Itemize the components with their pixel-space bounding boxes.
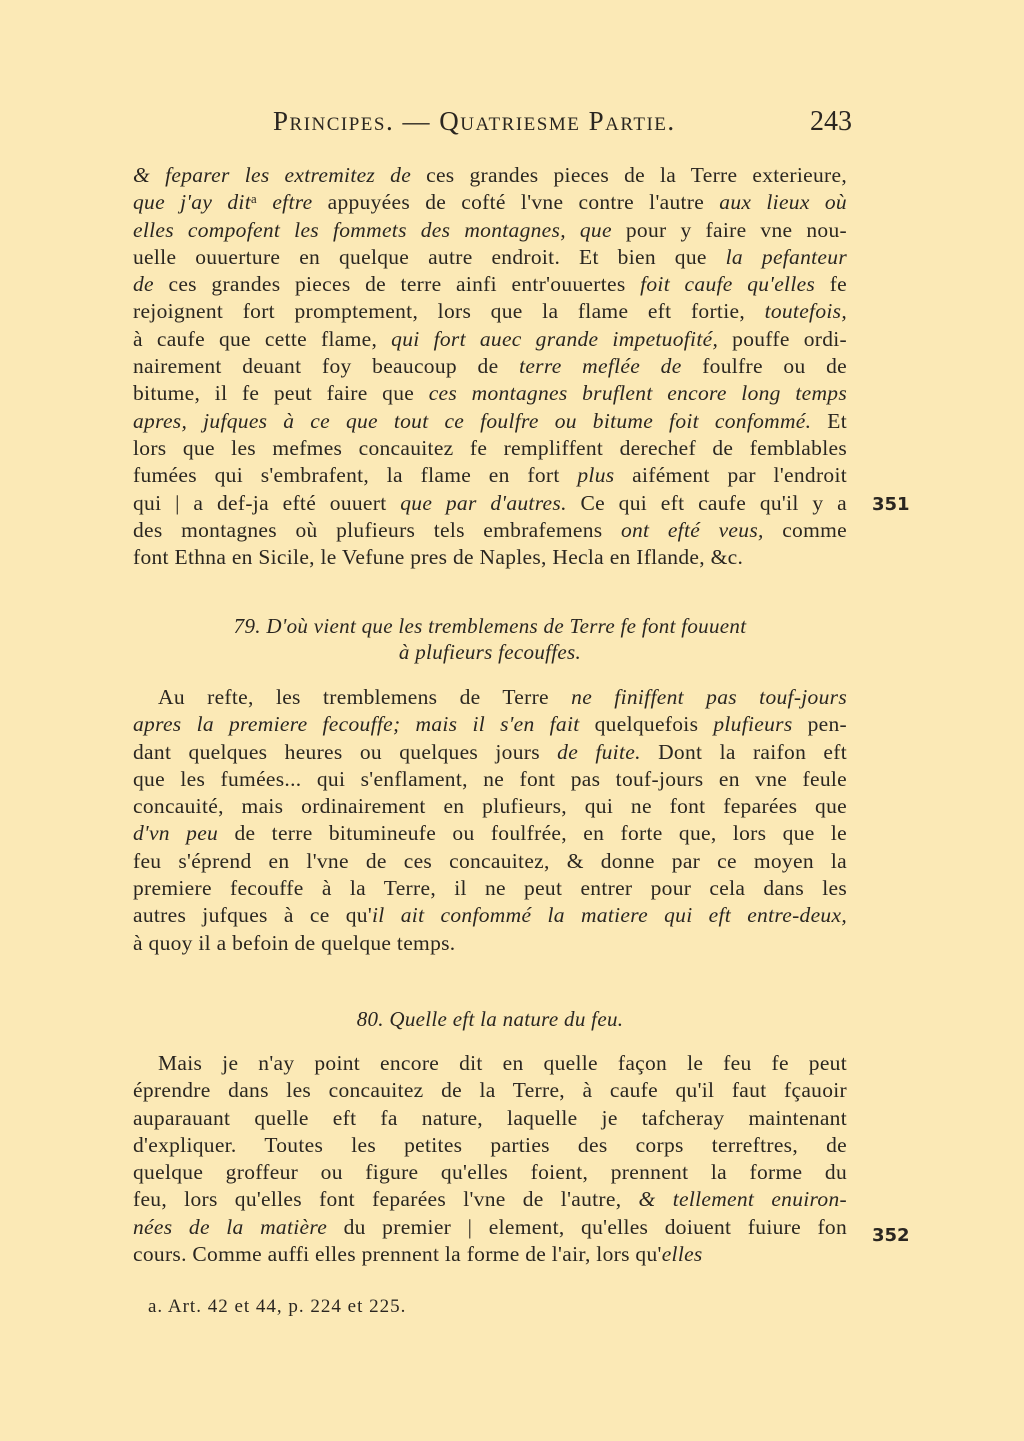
roman-text: lors que les mefmes concauitez fe rempliffent derechef de femblables xyxy=(133,435,847,460)
roman-text: nairement deuant foy beaucoup de xyxy=(133,354,520,379)
text-line xyxy=(133,244,847,271)
roman-text: éprendre dans les concauitez de la Terre, à caufe qu'il faut fçauoir xyxy=(133,1078,847,1103)
footnote: a. Art. 42 et 44, p. 224 et 225. xyxy=(148,1296,407,1317)
text-line xyxy=(133,930,847,957)
section-heading-79 xyxy=(133,613,847,665)
roman-text: Au refte, les tremblemens de Terre xyxy=(158,685,572,709)
text-line xyxy=(133,848,847,875)
roman-text: aifément par l'endroit xyxy=(614,463,847,488)
paragraph-80 xyxy=(133,1050,847,1268)
italic-text: ces montagnes bruflent encore long temps xyxy=(428,381,847,406)
text-line xyxy=(133,1050,847,1077)
roman-text: premiere fecouffe à la Terre, il ne peut entrer pour cela dans les xyxy=(133,876,847,901)
italic-text: qui fort auec grande impetuofité, xyxy=(391,326,719,351)
text-line xyxy=(133,1132,847,1159)
roman-text: du premier | element, qu'elles doiuent fuiure fon xyxy=(327,1214,847,1239)
italic-text: que par d'autres. xyxy=(400,490,567,515)
text-line xyxy=(133,380,847,407)
text-line xyxy=(133,684,847,711)
italic-text: ne finiffent pas touf-jours xyxy=(571,685,847,709)
italic-text: nées de la matière xyxy=(133,1214,328,1239)
italic-text: aux lieux où xyxy=(719,190,847,215)
heading-line: 79. D'où vient que les tremblemens de Terre fe font fouuent xyxy=(233,614,747,638)
roman-text: quelque groffeur ou figure qu'elles foient, prennent la forme du xyxy=(133,1160,847,1185)
running-title: Principes. — Quatriesme Partie. xyxy=(273,106,676,136)
roman-text: Ce qui eft caufe qu'il y a xyxy=(566,490,847,515)
margin-number-351: 351 xyxy=(872,494,910,515)
text-line xyxy=(133,711,847,738)
text-line xyxy=(133,875,847,902)
italic-text: & feparer les extremitez de xyxy=(133,163,412,187)
roman-text: ᵃ xyxy=(250,190,273,215)
text-line xyxy=(133,298,847,325)
roman-text: feu, lors qu'elles font feparées l'vne de l'autre, xyxy=(133,1187,639,1212)
text-line xyxy=(133,408,847,435)
italic-text: plus xyxy=(577,463,615,488)
italic-text: que j'ay dit xyxy=(133,190,251,215)
text-line xyxy=(133,1077,847,1104)
text-line xyxy=(133,820,847,847)
running-head xyxy=(133,106,852,146)
roman-text: comme xyxy=(763,517,847,542)
text-line xyxy=(133,353,847,380)
roman-text: font Ethna en Sicile, le Vefune pres de Naples, Hecla en Iflande, &c. xyxy=(133,545,744,570)
italic-text: la pefanteur xyxy=(725,244,847,269)
page-number: 243 xyxy=(810,106,852,137)
roman-text: qui | a def-ja efté ouuert xyxy=(133,490,401,515)
text-line xyxy=(133,162,847,189)
roman-text: bitume, il fe peut faire que xyxy=(133,381,429,406)
text-line xyxy=(133,793,847,820)
roman-text: quelquefois xyxy=(579,712,714,737)
italic-text: plufieurs xyxy=(713,712,793,737)
section-heading-80 xyxy=(133,1006,847,1032)
roman-text: fumées qui s'embrafent, la flame en fort xyxy=(133,463,578,488)
roman-text: auparauant quelle eft fa nature, laquelle je tafcheray maintenant xyxy=(133,1105,847,1130)
text-line xyxy=(133,217,847,244)
text-line xyxy=(133,1214,847,1241)
italic-text: toutefois, xyxy=(764,299,847,324)
italic-text: elles xyxy=(661,1242,703,1267)
italic-text: terre meflée de xyxy=(519,354,682,379)
roman-text: cours. Comme auffi elles prennent la forme de l'air, lors qu' xyxy=(133,1242,662,1267)
text-line xyxy=(133,189,847,216)
italic-text: foit caufe qu'elles xyxy=(640,272,816,297)
roman-text: ces grandes pieces de la Terre exterieure, xyxy=(411,163,847,187)
text-line xyxy=(133,1159,847,1186)
italic-text: apres la premiere fecouffe; mais il s'en fait xyxy=(133,712,580,737)
roman-text: Mais je n'ay point encore dit en quelle façon le feu fe peut xyxy=(158,1051,847,1075)
roman-text: Dont la raifon eft xyxy=(640,739,847,764)
roman-text: rejoignent fort promptement, lors que la flame eft fortie, xyxy=(133,299,765,324)
italic-text: & tellement enuiron- xyxy=(638,1187,847,1212)
roman-text: concauité, mais ordinairement en plufieurs, qui ne font feparées que xyxy=(133,794,847,819)
roman-text: d'expliquer. Toutes les petites parties des corps terreftres, de xyxy=(133,1132,847,1157)
text-line xyxy=(133,1186,847,1213)
roman-text: pen- xyxy=(792,712,848,737)
italic-text: eftre xyxy=(272,190,313,215)
roman-text: foulfre ou de xyxy=(681,354,847,379)
italic-text: elles compofent les fommets des montagnes, que xyxy=(133,217,612,242)
text-line xyxy=(133,517,847,544)
heading-line: 80. Quelle eft la nature du feu. xyxy=(356,1007,624,1031)
text-line xyxy=(133,435,847,462)
roman-text: des montagnes où plufieurs tels embrafemens xyxy=(133,517,621,542)
roman-text: uelle ouuerture en quelque autre endroit. Et bien que xyxy=(133,244,726,269)
roman-text: que les fumées... qui s'enflament, ne font pas touf-jours en vne feule xyxy=(133,766,847,791)
roman-text: dant quelques heures ou quelques jours xyxy=(133,739,558,764)
roman-text: fe xyxy=(815,272,847,297)
text-line xyxy=(133,902,847,929)
roman-text: à quoy il a befoin de quelque temps. xyxy=(133,930,456,955)
roman-text: pouffe ordi- xyxy=(718,326,847,351)
text-line xyxy=(133,326,847,353)
roman-text: Et xyxy=(811,408,847,433)
italic-text: de fuite. xyxy=(557,739,641,764)
text-line xyxy=(133,1241,847,1268)
text-line xyxy=(133,271,847,298)
roman-text: autres jufques à ce qu' xyxy=(133,903,373,928)
text-line xyxy=(133,544,847,571)
text-line xyxy=(133,462,847,489)
roman-text: à caufe que cette flame, xyxy=(133,326,392,351)
text-line xyxy=(133,490,847,517)
text-line xyxy=(133,766,847,793)
roman-text: pour y faire vne nou- xyxy=(611,217,847,242)
roman-text: appuyées de cofté l'vne contre l'autre xyxy=(312,190,720,215)
roman-text: ces grandes pieces de terre ainfi entr'ouuertes xyxy=(153,272,641,297)
italic-text: ont efté veus, xyxy=(620,517,764,542)
roman-text: de terre bitumineufe ou foulfrée, en forte que, lors que le xyxy=(218,821,848,846)
margin-number-352: 352 xyxy=(872,1225,910,1246)
italic-text: d'vn peu xyxy=(133,821,219,846)
roman-text: feu s'éprend en l'vne de ces concauitez, & donne par ce moyen la xyxy=(133,848,847,873)
heading-line: à plufieurs fecouffes. xyxy=(398,640,582,664)
paragraph-continued xyxy=(133,162,847,571)
text-line xyxy=(133,739,847,766)
italic-text: apres, jufques à ce que tout ce foulfre ou bitume foit confommé. xyxy=(133,408,812,433)
paragraph-79 xyxy=(133,684,847,957)
italic-text: de xyxy=(133,272,154,297)
italic-text: il ait confommé la matiere qui eft entre-deux, xyxy=(372,903,848,928)
text-line xyxy=(133,1105,847,1132)
